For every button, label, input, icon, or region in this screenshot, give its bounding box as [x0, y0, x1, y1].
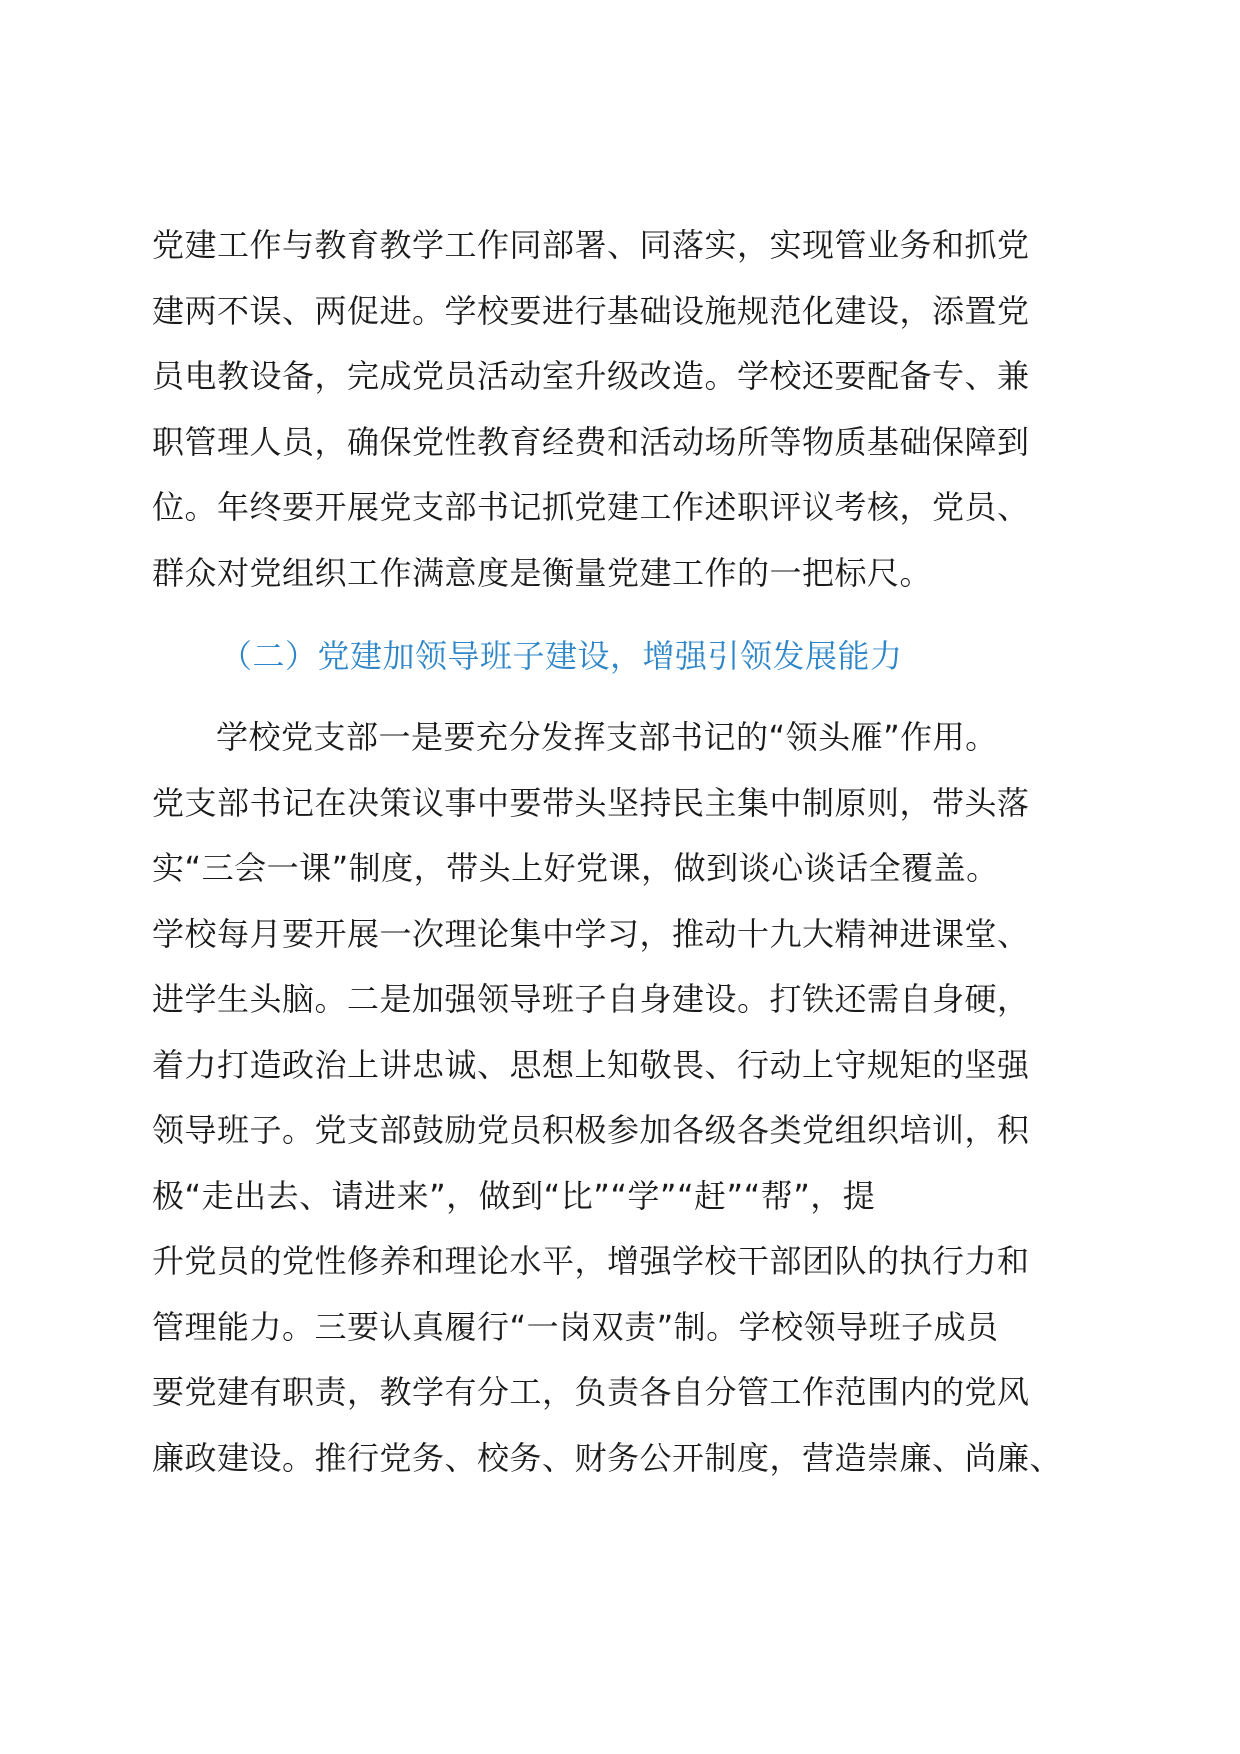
- text-line: 学校党支部一是要充分发挥支部书记的“领头雁”作用。: [216, 718, 998, 756]
- text-line: 进学生头脑。二是加强领导班子自身建设。打铁还需自身硬，: [152, 980, 1030, 1018]
- text-line: 升党员的党性修养和理论水平，增强学校干部团队的执行力和: [152, 1242, 1030, 1280]
- text-line: 建两不误、两促进。学校要进行基础设施规范化建设，添置党: [152, 291, 1030, 330]
- text-line: 要党建有职责，教学有分工，负责各自分管工作范围内的党风: [152, 1373, 1030, 1411]
- text-line: 员电教设备，完成党员活动室升级改造。学校还要配备专、兼: [152, 357, 1030, 395]
- text-line: 极“走出去、请进来”，做到“比”“学”“赶”“帮”，提: [152, 1176, 876, 1215]
- text-line: 着力打造政治上讲忠诚、思想上知敬畏、行动上守规矩的坚强: [152, 1045, 1030, 1084]
- text-line: 实“三会一课”制度，带头上好党课，做到谈心谈话全覆盖。: [152, 849, 999, 887]
- body-paragraph-1: [152, 213, 1092, 606]
- text-line: 领导班子。党支部鼓励党员积极参加各级各类党组织培训，积: [152, 1111, 1030, 1149]
- body-paragraph-2: [152, 705, 1092, 1491]
- text-line: 学校每月要开展一次理论集中学习，推动十九大精神进课堂、: [152, 914, 1030, 953]
- text-line: 管理能力。三要认真履行“一岗双责”制。学校领导班子成员: [152, 1307, 999, 1346]
- section-heading-text: （二）党建加领导班子建设，增强引领发展能力: [220, 637, 903, 675]
- text-line: 位。年终要开展党支部书记抓党建工作述职评议考核，党员、: [152, 488, 1030, 526]
- text-line: 党支部书记在决策议事中要带头坚持民主集中制原则，带头落: [152, 783, 1030, 822]
- text-line: 职管理人员，确保党性教育经费和活动场所等物质基础保障到: [152, 422, 1030, 461]
- text-line: 廉政建设。推行党务、校务、财务公开制度，营造崇廉、尚廉、: [152, 1438, 1063, 1477]
- text-line: 党建工作与教育教学工作同部署、同落实，实现管业务和抓党: [152, 226, 1030, 264]
- section-heading: [220, 624, 1160, 690]
- text-line: 群众对党组织工作满意度是衡量党建工作的一把标尺。: [152, 553, 933, 592]
